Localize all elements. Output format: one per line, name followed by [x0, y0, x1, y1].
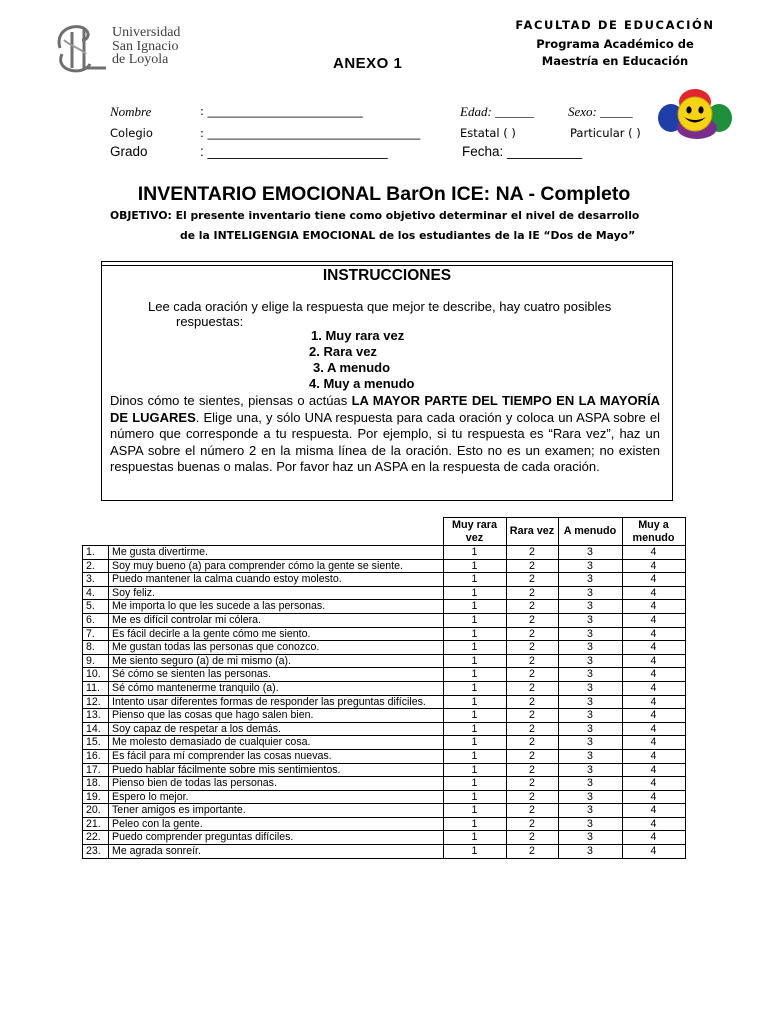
- response-option-1[interactable]: 1: [443, 709, 506, 723]
- response-option-4[interactable]: 4: [622, 845, 685, 859]
- grado-label: Grado: [110, 144, 148, 159]
- response-option-4[interactable]: 4: [622, 804, 685, 818]
- item-number: 9.: [83, 654, 109, 668]
- response-option-1[interactable]: 1: [443, 695, 506, 709]
- instructions-body-a: Dinos cómo te sientes, piensas o actúas: [110, 393, 352, 408]
- response-option-4[interactable]: 4: [622, 763, 685, 777]
- response-option-3[interactable]: 3: [558, 831, 622, 845]
- item-statement: Soy muy bueno (a) para comprender cómo la gente se siente.: [109, 559, 444, 573]
- item-statement: Puedo hablar fácilmente sobre mis sentimientos.: [109, 763, 444, 777]
- item-statement: Me importa lo que les sucede a las personas.: [109, 600, 444, 614]
- table-row: [83, 613, 686, 627]
- response-option-3[interactable]: 3: [558, 736, 622, 750]
- instructions-body: [110, 393, 660, 476]
- item-statement: Me es difícil controlar mi cólera.: [109, 613, 444, 627]
- item-number: 11.: [83, 681, 109, 695]
- response-option-1[interactable]: 1: [443, 668, 506, 682]
- response-option-3[interactable]: 3: [558, 600, 622, 614]
- response-option-1[interactable]: 1: [443, 600, 506, 614]
- response-option-3[interactable]: 3: [558, 613, 622, 627]
- table-row: [83, 804, 686, 818]
- response-option-4[interactable]: 4: [622, 573, 685, 587]
- response-option-3[interactable]: 3: [558, 845, 622, 859]
- item-statement: Soy capaz de respetar a los demás.: [109, 722, 444, 736]
- colegio-label: Colegio: [110, 126, 153, 140]
- logo-line-3: de Loyola: [112, 52, 169, 67]
- instructions-intro-a: Lee cada oración y elige la respuesta que mejor te describe, hay cuatro posibles: [148, 299, 612, 314]
- instructions-title: INSTRUCCIONES: [322, 267, 452, 284]
- response-option-2[interactable]: 2: [506, 749, 558, 763]
- response-option-4[interactable]: 4: [622, 736, 685, 750]
- item-statement: Me agrada sonreír.: [109, 845, 444, 859]
- response-option-2[interactable]: 2: [506, 613, 558, 627]
- response-option-2[interactable]: 2: [506, 777, 558, 791]
- response-option-3[interactable]: 3: [558, 573, 622, 587]
- response-option-1[interactable]: 1: [443, 804, 506, 818]
- response-option-1[interactable]: 1: [443, 736, 506, 750]
- response-option-2[interactable]: 2: [506, 600, 558, 614]
- response-option-4[interactable]: 4: [622, 831, 685, 845]
- table-row: [83, 736, 686, 750]
- table-row: [83, 654, 686, 668]
- instructions-intro-b: respuestas:: [176, 314, 244, 329]
- response-option-4[interactable]: 4: [622, 709, 685, 723]
- header-muy-a-menudo: Muy a menudo: [622, 518, 685, 546]
- item-statement: Es fácil decirle a la gente cómo me siento.: [109, 627, 444, 641]
- response-option-3[interactable]: 3: [558, 627, 622, 641]
- response-option-4[interactable]: 4: [622, 641, 685, 655]
- response-option-3[interactable]: 3: [558, 668, 622, 682]
- item-number: 17.: [83, 763, 109, 777]
- item-number: 6.: [83, 613, 109, 627]
- response-option-1[interactable]: 1: [443, 831, 506, 845]
- particular-option[interactable]: Particular ( ): [570, 126, 641, 140]
- response-option-3[interactable]: 3: [558, 804, 622, 818]
- item-number: 20.: [83, 804, 109, 818]
- response-option-2[interactable]: 2: [506, 681, 558, 695]
- response-option-3[interactable]: 3: [558, 790, 622, 804]
- logo-line-1: Universidad: [112, 25, 181, 40]
- response-option-3[interactable]: 3: [558, 709, 622, 723]
- item-statement: Sé cómo mantenerme tranquilo (a).: [109, 681, 444, 695]
- logo-wordmark: [112, 26, 180, 67]
- usil-monogram-icon: [50, 20, 110, 76]
- anexo-label: ANEXO 1: [333, 55, 403, 72]
- table-row: [83, 559, 686, 573]
- programa-heading: [500, 36, 730, 70]
- response-option-3[interactable]: 3: [558, 546, 622, 560]
- objetivo-line-1: OBJETIVO: El presente inventario tiene como objetivo determinar el nivel de desarrollo: [110, 209, 640, 222]
- item-statement: Peleo con la gente.: [109, 817, 444, 831]
- table-row: [83, 749, 686, 763]
- item-statement: Tener amigos es importante.: [109, 804, 444, 818]
- header-a-menudo: A menudo: [558, 518, 622, 546]
- response-option-2[interactable]: 2: [506, 546, 558, 560]
- inventory-body: [83, 546, 686, 859]
- response-option-1[interactable]: 1: [443, 613, 506, 627]
- instructions-intro: [148, 299, 658, 329]
- item-number: 1.: [83, 546, 109, 560]
- table-row: [83, 777, 686, 791]
- item-statement: Puedo mantener la calma cuando estoy molesto.: [109, 573, 444, 587]
- estatal-option[interactable]: Estatal ( ): [460, 126, 516, 140]
- header-rara-vez: Rara vez: [506, 518, 558, 546]
- response-option-1[interactable]: 1: [443, 559, 506, 573]
- table-row: [83, 546, 686, 560]
- item-number: 12.: [83, 695, 109, 709]
- inventory-table: [82, 517, 686, 859]
- response-option-4[interactable]: 4: [622, 654, 685, 668]
- item-number: 13.: [83, 709, 109, 723]
- objetivo-line-2: de la INTELIGENGIA EMOCIONAL de los estudiantes de la IE “Dos de Mayo”: [180, 229, 636, 242]
- response-option-4[interactable]: 4: [622, 695, 685, 709]
- response-option-1[interactable]: 1: [443, 641, 506, 655]
- header-blank-num: [83, 518, 109, 546]
- response-option-3[interactable]: 3: [558, 586, 622, 600]
- table-row: [83, 641, 686, 655]
- item-statement: Me molesto demasiado de cualquier cosa.: [109, 736, 444, 750]
- item-statement: Me gusta divertirme.: [109, 546, 444, 560]
- response-option-3[interactable]: 3: [558, 695, 622, 709]
- response-option-1[interactable]: 1: [443, 627, 506, 641]
- response-option-4[interactable]: 4: [622, 790, 685, 804]
- item-number: 2.: [83, 559, 109, 573]
- table-row: [83, 573, 686, 587]
- table-row: [83, 722, 686, 736]
- table-row: [83, 695, 686, 709]
- item-statement: Es fácil para mí comprender las cosas nuevas.: [109, 749, 444, 763]
- response-option-1[interactable]: 1: [443, 546, 506, 560]
- response-option-2[interactable]: 2: [506, 641, 558, 655]
- item-statement: Intento usar diferentes formas de responder las preguntas difíciles.: [109, 695, 444, 709]
- fecha-field[interactable]: Fecha: __________: [462, 144, 583, 159]
- item-number: 5.: [83, 600, 109, 614]
- table-row: [83, 845, 686, 859]
- response-option-2[interactable]: 2: [506, 668, 558, 682]
- response-option-2[interactable]: 2: [506, 804, 558, 818]
- response-option-4[interactable]: 4: [622, 681, 685, 695]
- response-option-2[interactable]: 2: [506, 790, 558, 804]
- response-option-1[interactable]: 1: [443, 722, 506, 736]
- grado-field[interactable]: : ________________________: [200, 144, 388, 159]
- response-option-2[interactable]: 2: [506, 722, 558, 736]
- item-statement: Me gustan todas las personas que conozco.: [109, 641, 444, 655]
- response-option-4[interactable]: 4: [622, 627, 685, 641]
- sexo-field[interactable]: Sexo: _____: [568, 104, 633, 119]
- response-option-2[interactable]: 2: [506, 573, 558, 587]
- item-number: 7.: [83, 627, 109, 641]
- response-option-1[interactable]: 1: [443, 573, 506, 587]
- response-option-2[interactable]: 2: [506, 695, 558, 709]
- response-option-4[interactable]: 4: [622, 600, 685, 614]
- item-number: 21.: [83, 817, 109, 831]
- facultad-heading: FACULTAD DE EDUCACIÓN: [515, 18, 715, 32]
- response-option-1[interactable]: 1: [443, 817, 506, 831]
- item-statement: Espero lo mejor.: [109, 790, 444, 804]
- header-blank-text: [109, 518, 444, 546]
- response-option-3[interactable]: 3: [558, 641, 622, 655]
- option-1: 1. Muy rara vez: [311, 328, 405, 343]
- response-option-1[interactable]: 1: [443, 586, 506, 600]
- table-row: [83, 790, 686, 804]
- instructions-top-rule: [102, 265, 672, 266]
- response-option-1[interactable]: 1: [443, 845, 506, 859]
- response-option-3[interactable]: 3: [558, 749, 622, 763]
- item-number: 8.: [83, 641, 109, 655]
- table-row: [83, 817, 686, 831]
- table-row: [83, 709, 686, 723]
- table-header-row: [83, 518, 686, 546]
- response-option-3[interactable]: 3: [558, 777, 622, 791]
- response-option-3[interactable]: 3: [558, 817, 622, 831]
- colegio-field[interactable]: : _____________________________________: [200, 126, 421, 140]
- response-option-1[interactable]: 1: [443, 654, 506, 668]
- option-2: 2. Rara vez: [309, 344, 377, 359]
- response-option-1[interactable]: 1: [443, 790, 506, 804]
- response-option-4[interactable]: 4: [622, 777, 685, 791]
- response-option-2[interactable]: 2: [506, 763, 558, 777]
- programa-line-1: Programa Académico de: [536, 37, 694, 51]
- item-statement: Soy feliz.: [109, 586, 444, 600]
- option-3: 3. A menudo: [313, 360, 391, 375]
- item-number: 3.: [83, 573, 109, 587]
- response-option-2[interactable]: 2: [506, 817, 558, 831]
- response-option-2[interactable]: 2: [506, 586, 558, 600]
- response-option-4[interactable]: 4: [622, 559, 685, 573]
- response-option-3[interactable]: 3: [558, 722, 622, 736]
- response-options: [307, 328, 414, 392]
- item-number: 19.: [83, 790, 109, 804]
- nombre-label: Nombre: [110, 104, 152, 119]
- programa-line-2: Maestría en Educación: [541, 54, 689, 68]
- table-row: [83, 600, 686, 614]
- response-option-4[interactable]: 4: [622, 546, 685, 560]
- response-option-2[interactable]: 2: [506, 736, 558, 750]
- item-number: 16.: [83, 749, 109, 763]
- response-option-2[interactable]: 2: [506, 831, 558, 845]
- response-option-3[interactable]: 3: [558, 654, 622, 668]
- instructions-body-b: . Elige una, y sólo UNA respuesta para cada oración y coloca un ASPA sobre el número que corresponde a tu respuesta. Por ejemplo, si tu respuesta es “Rara vez”, haz un ASPA sobre el número 2 en la misma línea de la oración. Esto no es un examen; no existen respuestas buenas o malas. Por favor haz un ASPA en la respuesta de cada oración.: [110, 409, 660, 475]
- item-number: 22.: [83, 831, 109, 845]
- item-statement: Sé cómo se sienten las personas.: [109, 668, 444, 682]
- response-option-2[interactable]: 2: [506, 654, 558, 668]
- response-option-4[interactable]: 4: [622, 722, 685, 736]
- item-number: 10.: [83, 668, 109, 682]
- item-statement: Me siento seguro (a) de mi mismo (a).: [109, 654, 444, 668]
- university-logo: [50, 20, 200, 76]
- response-option-4[interactable]: 4: [622, 613, 685, 627]
- response-option-2[interactable]: 2: [506, 709, 558, 723]
- response-option-2[interactable]: 2: [506, 559, 558, 573]
- response-option-4[interactable]: 4: [622, 817, 685, 831]
- instructions-body-bold: LA MAYOR PARTE DEL TIEMPO EN LA MAYORÍA DE LUGARES: [110, 393, 661, 425]
- item-number: 15.: [83, 736, 109, 750]
- page-title: INVENTARIO EMOCIONAL BarOn ICE: NA - Completo: [137, 183, 631, 205]
- response-option-1[interactable]: 1: [443, 777, 506, 791]
- response-option-3[interactable]: 3: [558, 559, 622, 573]
- table-row: [83, 627, 686, 641]
- response-option-1[interactable]: 1: [443, 681, 506, 695]
- instructions-box: [101, 261, 673, 501]
- header-muy-rara-vez: Muy rara vez: [443, 518, 506, 546]
- response-option-1[interactable]: 1: [443, 763, 506, 777]
- table-row: [83, 681, 686, 695]
- table-row: [83, 586, 686, 600]
- item-number: 23.: [83, 845, 109, 859]
- item-number: 14.: [83, 722, 109, 736]
- table-row: [83, 763, 686, 777]
- response-option-2[interactable]: 2: [506, 627, 558, 641]
- item-statement: Puedo comprender preguntas difíciles.: [109, 831, 444, 845]
- item-number: 4.: [83, 586, 109, 600]
- response-option-4[interactable]: 4: [622, 749, 685, 763]
- response-option-3[interactable]: 3: [558, 681, 622, 695]
- item-statement: Pienso bien de todas las personas.: [109, 777, 444, 791]
- response-option-2[interactable]: 2: [506, 845, 558, 859]
- response-option-4[interactable]: 4: [622, 586, 685, 600]
- item-number: 18.: [83, 777, 109, 791]
- smiley-face-icon: [657, 88, 733, 140]
- item-statement: Pienso que las cosas que hago salen bien.: [109, 709, 444, 723]
- option-4: 4. Muy a menudo: [309, 376, 415, 391]
- response-option-1[interactable]: 1: [443, 749, 506, 763]
- response-option-4[interactable]: 4: [622, 668, 685, 682]
- nombre-field[interactable]: : ___________________________: [200, 104, 363, 118]
- response-option-3[interactable]: 3: [558, 763, 622, 777]
- logo-line-2: San Ignacio: [112, 38, 179, 54]
- table-row: [83, 831, 686, 845]
- edad-field[interactable]: Edad: ______: [460, 104, 535, 119]
- table-row: [83, 668, 686, 682]
